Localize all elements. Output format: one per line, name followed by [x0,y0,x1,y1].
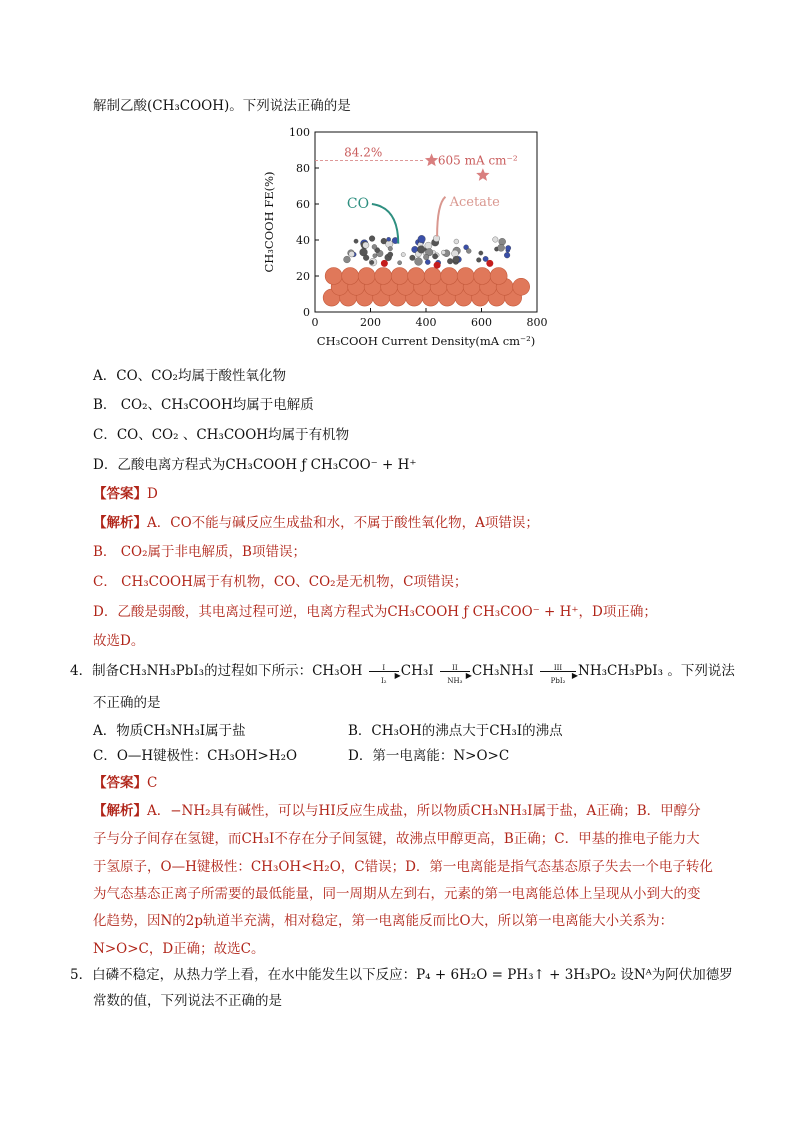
molecule-atom [506,245,511,250]
fe-chart [255,120,555,360]
molecule-atom [387,237,391,241]
molecule-atom [441,250,445,254]
answer-value: C [147,775,158,791]
y-tick-label: 60 [296,198,310,211]
copper-particle [375,268,392,285]
question-number: 5． [70,967,93,983]
x-tick-label: 800 [526,316,548,329]
molecule-atom [388,246,393,251]
molecule-atom [447,258,453,264]
stem-text: NH₃CH₃PbI₃ 。下列说法 [578,663,735,679]
molecule-atom [372,244,377,249]
q4-analysis-3: 于氢原子，O—H键极性：CH₃OH<H₂O，C错误；D．第一电离能是指气态基态原子失去一个电子转化 [93,859,713,875]
reaction-arrow-1: I ▶ I₂ [367,662,401,680]
q4-answer [93,774,157,792]
q4-analysis-1 [93,802,701,820]
arrow-2-reagent-top: II [452,664,458,672]
q4-option-d: D．第一电离能：N>O>C [348,748,510,764]
molecule-atom [388,252,393,257]
y-axis-label: CH₃COOH FE(%) [262,171,276,273]
molecule-atom [453,256,460,263]
q3-analysis-5: 故选D。 [93,633,145,649]
q4-stem-line1 [70,662,735,685]
arrow-3-reagent-bottom: PbI₂ [550,677,566,685]
molecule-atom [454,239,459,244]
q4-analysis-5: 化趋势，因N的2p轨道半充满，相对稳定，第一电离能反而比O大，所以第一电离能大小关系为： [93,913,674,929]
molecule-atom [479,251,483,255]
q4-analysis-6: N>O>C，D正确；故选C。 [93,941,265,957]
y-tick-label: 80 [296,162,310,175]
copper-particle [474,268,491,285]
molecule-atom [504,252,510,258]
molecule-atom [499,238,506,245]
acetate-label: Acetate [449,195,500,211]
question-intro: 解制乙酸(CH₃COOH)。下列说法正确的是 [93,98,351,114]
y-tick-label: 20 [296,270,310,283]
molecule-atom [476,258,481,263]
metal-atom [434,262,441,269]
density-annotation: 605 mA cm⁻² [437,153,518,168]
x-tick-label: 0 [311,316,319,329]
q4-option-c: C．O—H键极性：CH₃OH>H₂O [93,748,298,764]
molecule-atom [370,260,374,264]
answer-label: 【答案】 [93,486,147,502]
answer-value: D [147,486,158,502]
y-tick-label: 40 [296,234,310,247]
arrow-3-reagent-top: III [553,664,563,672]
acetate-arrow [437,197,445,237]
stem-text: 白磷不稳定，从热力学上看，在水中能发生以下反应：P₄ + 6H₂O = PH₃↑ + 3H₃PO₂ 设Nᴬ为阿伏加德罗 [92,967,733,983]
x-tick-label: 400 [415,316,437,329]
data-point-star [476,168,489,181]
copper-particle [342,268,359,285]
molecule-atom [363,242,369,248]
reaction-arrow-3: III ▶ PbI₂ [538,662,578,680]
molecule-atom [398,261,402,265]
data-point-star [425,153,438,166]
copper-particle [513,278,530,295]
molecule-atom [483,256,488,261]
q4-option-a: A．物质CH₃NH₃I属于盐 [93,723,246,739]
molecule-atom [418,235,426,243]
molecule-atom [423,254,429,260]
molecule-atom [349,251,355,257]
copper-particle [457,268,474,285]
q4-option-b: B．CH₃OH的沸点大于CH₃I的沸点 [348,723,563,739]
q3-answer [93,485,158,503]
molecule-atom [344,256,351,263]
molecule-atom [363,255,369,261]
q3-analysis-1 [93,514,539,532]
copper-particle [441,268,458,285]
molecule-atom [425,260,430,265]
analysis-text: A．−NH₂具有碱性，可以与HI反应生成盐，所以物质CH₃NH₃I属于盐，A正确；B．甲醇分 [147,803,701,819]
y-tick-label: 0 [303,306,310,319]
copper-particle [424,268,441,285]
copper-particles [323,268,530,307]
molecule-atom [432,254,437,259]
q3-analysis-2: B． CO₂属于非电解质，B项错误； [93,544,306,560]
molecule-atom [354,239,358,243]
metal-atom [381,260,388,267]
arrow-1-reagent-top: I [382,664,386,672]
q3-analysis-4: D．乙酸是弱酸，其电离过程可逆，电离方程式为CH₃COOH ƒ CH₃COO⁻ + H⁺，D项正确； [93,604,657,620]
molecule-layer [344,235,511,269]
x-axis-label: CH₃COOH Current Density(mA cm⁻²) [316,334,536,348]
stem-text: CH₃I [400,663,434,679]
molecule-atom [493,237,499,243]
y-tick-label: 100 [289,126,310,139]
copper-particle [490,268,507,285]
q3-option-b: B． CO₂、CH₃COOH均属于电解质 [93,397,314,413]
q3-option-d: D．乙酸电离方程式为CH₃COOH ƒ CH₃COO⁻ + H⁺ [93,457,417,473]
arrow-2-reagent-bottom: NH₃ [447,677,463,685]
q5-stem-line2: 常数的值，下列说法不正确的是 [93,993,282,1009]
molecule-atom [425,242,432,249]
copper-particle [358,268,375,285]
stem-text: CH₃NH₃I [471,663,534,679]
q4-analysis-4: 为气态基态正离子所需要的最低能量，同一周期从左到右，元素的第一电离能总体上呈现从小到大的变 [93,886,701,902]
stem-text: 制备CH₃NH₃PbI₃的过程如下所示：CH₃OH [92,663,363,679]
q5-stem-line1 [70,966,733,984]
copper-particle [391,268,408,285]
co-label: CO [346,196,370,212]
q3-analysis-3: C． CH₃COOH属于有机物，CO、CO₂是无机物，C项错误； [93,574,468,590]
analysis-label: 【解析】 [93,803,147,819]
reaction-arrow-2: II ▶ NH₃ [438,662,472,680]
molecule-atom [498,244,505,251]
q4-stem-line2: 不正确的是 [93,695,161,711]
molecule-atom [466,249,471,254]
molecule-atom [410,255,416,261]
molecule-atom [415,258,423,266]
molecule-atom [417,246,425,254]
copper-particle [325,268,342,285]
arrow-1-reagent-bottom: I₂ [380,677,387,685]
analysis-label: 【解析】 [93,515,147,531]
q3-option-c: C．CO、CO₂ 、CH₃COOH均属于有机物 [93,427,350,443]
x-tick-label: 600 [471,316,492,329]
q3-option-a: A．CO、CO₂均属于酸性氧化物 [93,368,286,384]
analysis-text: A．CO不能与碱反应生成盐和水，不属于酸性氧化物，A项错误； [147,515,539,531]
fe-annotation: 84.2% [344,145,383,160]
x-tick-label: 200 [360,316,381,329]
q4-analysis-2: 子与分子间存在氢键，而CH₃I不存在分子间氢键，故沸点甲醇更高，B正确；C．甲基的推电子能力大 [93,831,700,847]
question-number: 4． [70,663,93,679]
metal-atom [486,260,493,267]
molecule-atom [451,250,458,257]
molecule-atom [369,236,375,242]
molecule-atom [401,252,405,256]
copper-particle [408,268,425,285]
molecule-atom [373,254,377,258]
answer-label: 【答案】 [93,775,147,791]
